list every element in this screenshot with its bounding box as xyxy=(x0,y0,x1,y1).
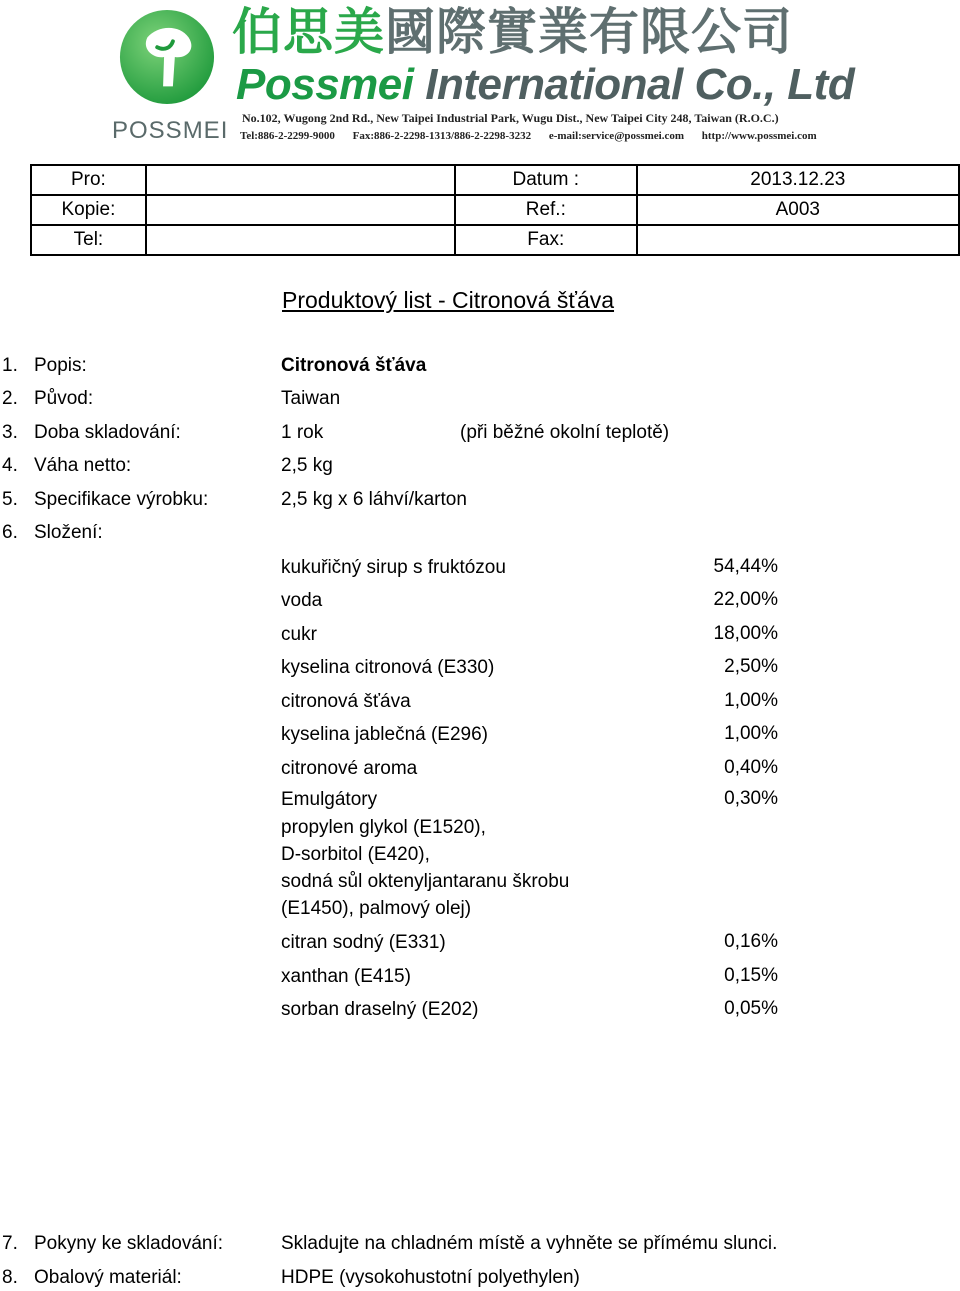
ingredient-percent: 1,00% xyxy=(724,723,778,744)
section-label: Váha netto: xyxy=(34,455,132,476)
company-name-en: Possmei International Co., Ltd xyxy=(236,60,855,109)
tel-label: Tel: xyxy=(31,225,146,255)
datum-label: Datum : xyxy=(455,165,637,195)
section-label: Pokyny ke skladování: xyxy=(34,1233,224,1254)
ingredient-name: citran sodný (E331) xyxy=(281,932,446,953)
section-value: 2,5 kg xyxy=(281,455,333,476)
section-label: Popis: xyxy=(34,355,87,376)
section-number: 1. xyxy=(2,355,18,376)
section-number: 5. xyxy=(2,489,18,510)
section-number: 3. xyxy=(2,422,18,443)
ingredient-percent: 22,00% xyxy=(713,589,778,610)
section-pokyny xyxy=(0,1233,960,1257)
ingredient-name: voda xyxy=(281,590,323,611)
ingredient-name: Emulgátory xyxy=(281,789,378,810)
ingredient-name: xanthan (E415) xyxy=(281,966,411,987)
tel-value xyxy=(146,225,455,255)
section-value: Taiwan xyxy=(281,388,341,409)
ingredient-percent: 2,50% xyxy=(724,656,778,677)
ingredient-percent: 18,00% xyxy=(713,623,778,644)
possmei-logo-icon xyxy=(118,8,216,106)
section-number: 2. xyxy=(2,388,18,409)
ingredient-percent: 1,00% xyxy=(724,690,778,711)
ingredient-percent: 54,44% xyxy=(713,556,778,577)
table-row xyxy=(31,165,959,195)
ingredient-name: kukuřičný sirup s fruktózou xyxy=(281,557,506,578)
company-name-cn: 伯思美國際實業有限公司 xyxy=(232,3,793,61)
ingredient-name: cukr xyxy=(281,624,317,645)
table-row xyxy=(31,195,959,225)
ingredient-percent: 0,30% xyxy=(724,788,778,809)
section-label: Obalový materiál: xyxy=(34,1267,182,1288)
ingredient-percent: 0,05% xyxy=(724,998,778,1019)
ingredient-detail: sodná sůl oktenyljantaranu škrobu xyxy=(281,871,570,892)
document-title: Produktový list - Citronová šťáva xyxy=(282,287,615,313)
ingredient-percent: 0,40% xyxy=(724,757,778,778)
section-label: Doba skladování: xyxy=(34,422,181,443)
ref-label: Ref.: xyxy=(455,195,637,225)
brand-wordmark: POSSMEI xyxy=(112,117,229,144)
section-note: (při běžné okolní teplotě) xyxy=(460,422,670,443)
pro-value xyxy=(146,165,455,195)
ingredient-percent: 0,15% xyxy=(724,965,778,986)
ingredient-name: kyselina jablečná (E296) xyxy=(281,724,489,745)
ingredient-name: kyselina citronová (E330) xyxy=(281,657,495,678)
section-popis xyxy=(0,355,960,379)
ingredient-detail: (E1450), palmový olej) xyxy=(281,898,472,919)
company-fax: Fax:886-2-2298-1313/886-2-2298-3232 xyxy=(352,130,532,142)
section-value: 2,5 kg x 6 láhví/karton xyxy=(281,489,467,510)
section-value: HDPE (vysokohustotní polyethylen) xyxy=(281,1267,580,1288)
company-website: http://www.possmei.com xyxy=(701,130,817,142)
section-label: Specifikace výrobku: xyxy=(34,489,209,510)
section-doba xyxy=(0,422,960,446)
kopie-label: Kopie: xyxy=(31,195,146,225)
letterhead xyxy=(0,0,960,150)
section-obal xyxy=(0,1267,960,1291)
fax-label: Fax: xyxy=(455,225,637,255)
section-spec xyxy=(0,489,960,513)
ingredient-name: citronové aroma xyxy=(281,758,418,779)
fax-value xyxy=(637,225,959,255)
company-address: No.102, Wugong 2nd Rd., New Taipei Industrial Park, Wugu Dist., New Taipei City 248, Taiwan (R.O.C.) xyxy=(242,111,779,125)
section-value: 1 rok xyxy=(281,422,324,443)
company-tel: Tel:886-2-2299-9000 xyxy=(240,130,335,142)
datum-value: 2013.12.23 xyxy=(637,165,959,195)
section-value: Skladujte na chladném místě a vyhněte se přímému slunci. xyxy=(281,1233,778,1254)
table-row xyxy=(31,225,959,255)
ingredient-name: citronová šťáva xyxy=(281,691,411,712)
section-number: 8. xyxy=(2,1267,18,1288)
section-vaha xyxy=(0,455,960,479)
ingredient-detail: propylen glykol (E1520), xyxy=(281,817,486,838)
company-email: e-mail:service@possmei.com xyxy=(548,130,685,142)
section-label: Původ: xyxy=(34,388,94,409)
section-puvod xyxy=(0,388,960,412)
section-value: Citronová šťáva xyxy=(281,355,427,376)
section-label: Složení: xyxy=(34,522,103,543)
section-number: 7. xyxy=(2,1233,18,1254)
section-slozeni xyxy=(0,522,960,546)
ingredient-detail: D-sorbitol (E420), xyxy=(281,844,430,865)
pro-label: Pro: xyxy=(31,165,146,195)
ingredient-percent: 0,16% xyxy=(724,931,778,952)
section-number: 6. xyxy=(2,522,18,543)
ingredient-name: sorban draselný (E202) xyxy=(281,999,479,1020)
kopie-value xyxy=(146,195,455,225)
section-number: 4. xyxy=(2,455,18,476)
ref-value: A003 xyxy=(637,195,959,225)
company-contacts xyxy=(240,130,831,142)
header-info-table xyxy=(30,164,960,256)
